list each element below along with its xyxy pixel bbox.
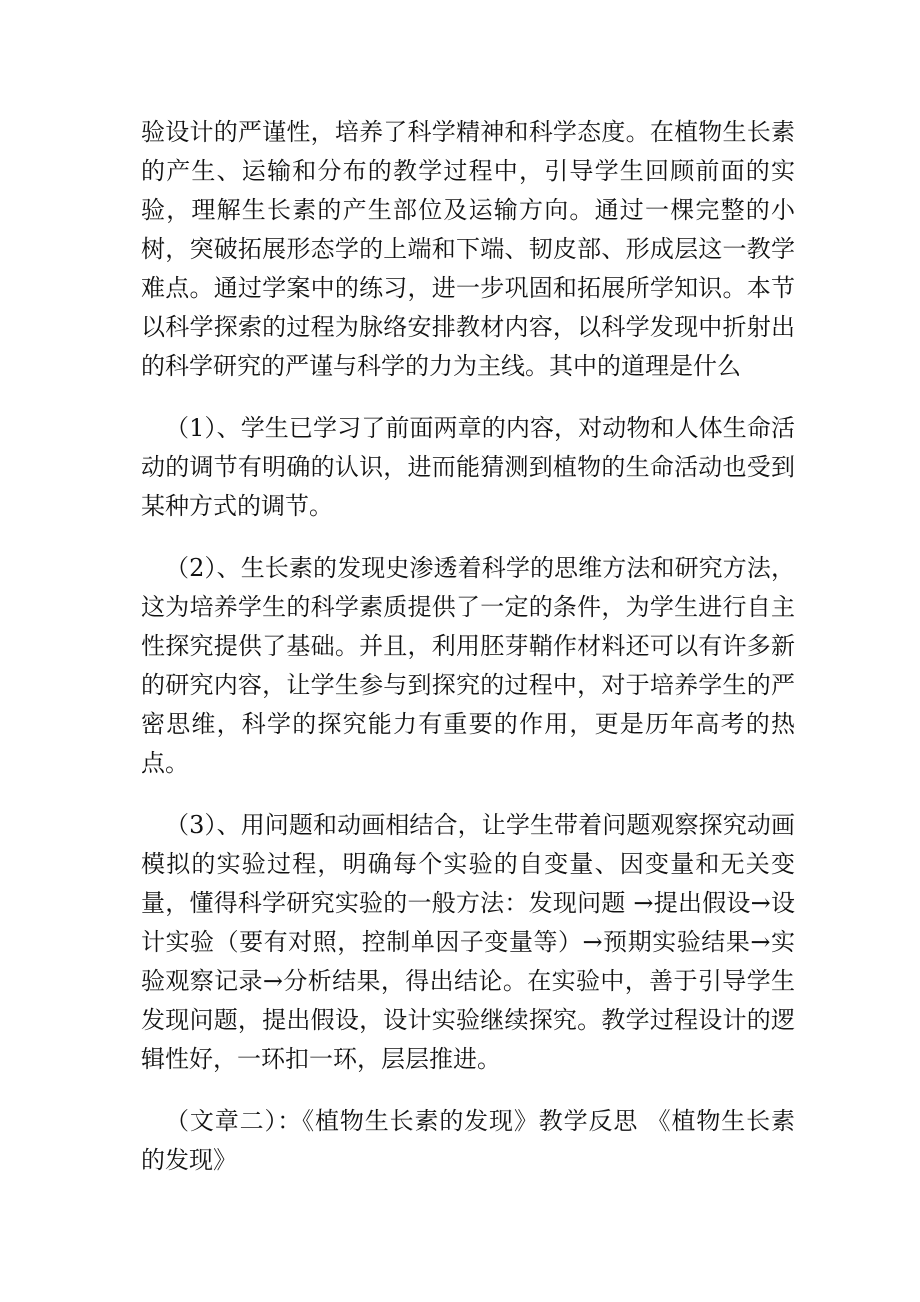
paragraph-point-2: （2）、生长素的发现史渗透着科学的思维方法和研究方法，这为培养学生的科学素质提供了一定的条件，为学生进行自主性探究提供了基础。并且，利用胚芽鞘作材料还可以有许多新的研究内容，让学生参与到探究的过程中，对于培养学生的严密思维，科学的探究能力有重要的作用，更是历年高考的热点。 [141,554,795,777]
paragraph-point-1: （1）、学生已学习了前面两章的内容，对动物和人体生命活动的调节有明确的认识，进而能猜测到植物的生命活动也受到某种方式的调节。 [141,414,795,520]
paragraph-article-two-heading: （文章二）：《植物生长素的发现》教学反思 《植物生长素的发现》 [141,1107,795,1174]
paragraph-intro: 验设计的严谨性，培养了科学精神和科学态度。在植物生长素的产生、运输和分布的教学过程中，引导学生回顾前面的实验，理解生长素的产生部位及运输方向。通过一棵完整的小树，突破拓展形态学的上端和下端、韧皮部、形成层这一教学难点。通过学案中的练习，进一步巩固和拓展所学知识。本节以科学探索的过程为脉络安排教材内容，以科学发现中折射出的科学研究的严谨与科学的力为主线。其中的道理是什么 [141,118,795,380]
document-body [141,113,795,1180]
paragraph-point-3: （3）、用问题和动画相结合，让学生带着问题观察探究动画模拟的实验过程，明确每个实验的自变量、因变量和无关变量，懂得科学研究实验的一般方法：发现问题 →提出假设→设计实验（要有对照，控制单因子变量等）→预期实验结果→实验观察记录→分析结果，得出结论。在实验中，善于引导学生发现问题，提出假设，设计实验继续探究。教学过程设计的逻辑性好，一环扣一环，层层推进。 [141,811,795,1073]
